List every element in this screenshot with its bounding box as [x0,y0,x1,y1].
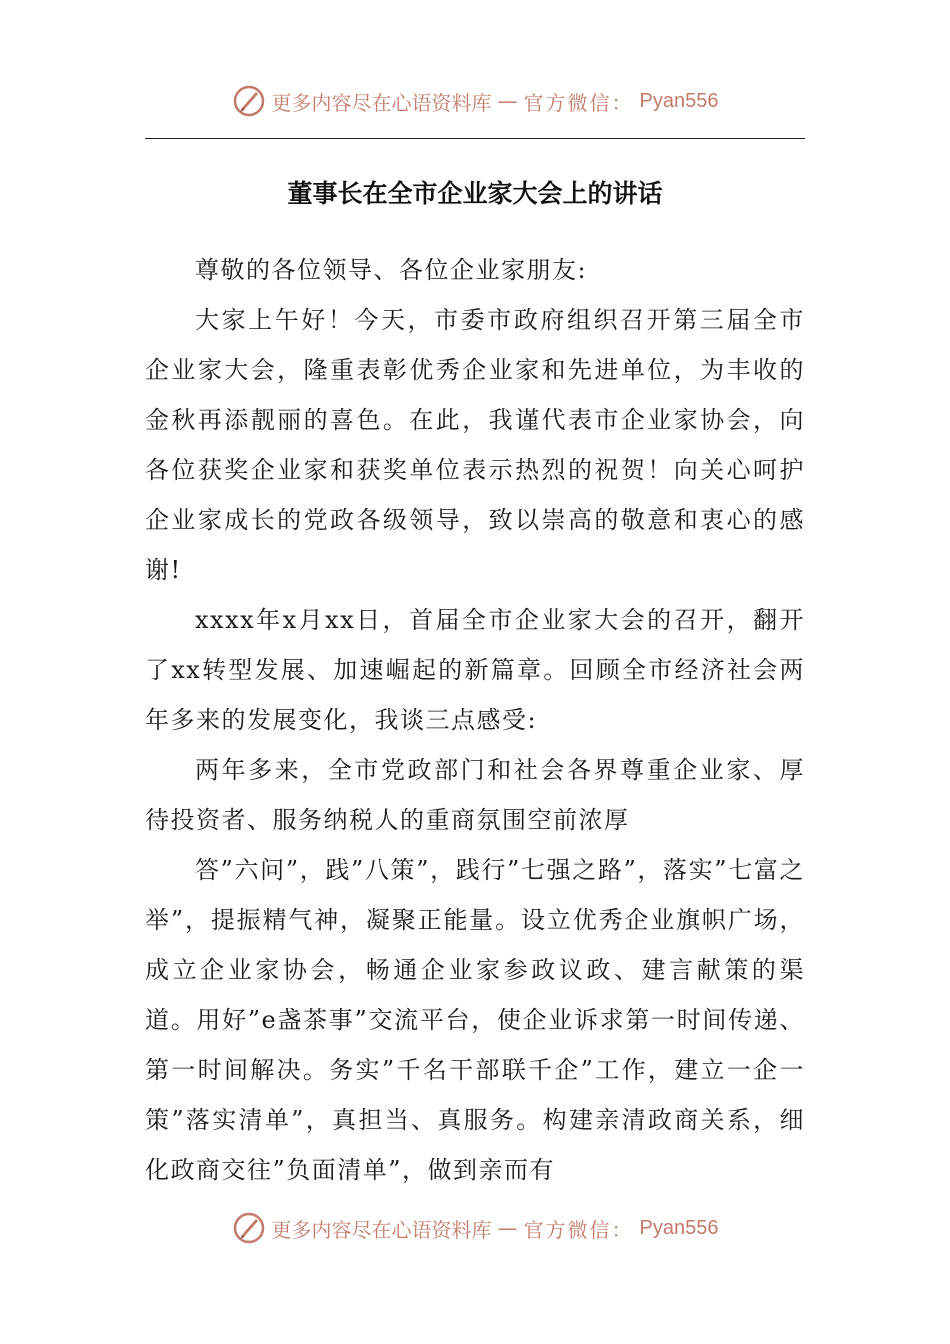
salutation-paragraph: 尊敬的各位领导、各位企业家朋友: [195,256,588,284]
quill-pen-logo-icon [232,84,266,118]
watermark-wechat-id: Pyan556 [639,1216,719,1239]
watermark-banner-top [0,84,950,118]
document-body [145,245,805,1195]
watermark-dash: — [497,1216,518,1240]
document-title: 董事长在全市企业家大会上的讲话 [287,179,663,208]
body-paragraph: xxxx年x月xx日，首届全市企业家大会的召开，翻开了xx转型发展、加速崛起的新篇章。回顾全市经济社会两年多来的发展变化，我谈三点感受: [145,606,805,734]
watermark-main-text: 更多内容尽在心语资料库 [271,90,492,115]
watermark-dash: — [497,89,518,113]
watermark-sub-text: 官方微信： [523,90,634,115]
watermark-sub-text: 官方微信： [523,1217,634,1242]
body-paragraph: 答”六问”，践”八策”，践行”七强之路”，落实”七富之举”，提振精气神，凝聚正能量。设立优秀企业旗帜广场，成立企业家协会，畅通企业家参政议政、建言献策的渠道。用好”e盏茶事”交流平台，使企业诉求第一时间传递、第一时间解决。务实”千名干部联千企”工作，建立一企一策”落实清单”，真担当、真服务。构建亲清政商关系，细化政商交往”负面清单”，做到亲而有 [145,856,805,1184]
body-paragraph: 大家上午好！今天，市委市政府组织召开第三届全市企业家大会，隆重表彰优秀企业家和先进单位，为丰收的金秋再添靓丽的喜色。在此，我谨代表市企业家协会，向各位获奖企业家和获奖单位表示热烈的祝贺！向关心呵护企业家成长的党政各级领导，致以崇高的敬意和衷心的感谢! [145,306,805,584]
header-divider [145,138,805,139]
watermark-banner-bottom [0,1211,950,1245]
quill-pen-logo-icon [232,1211,266,1245]
watermark-main-text: 更多内容尽在心语资料库 [271,1217,492,1242]
watermark-wechat-id: Pyan556 [639,89,719,112]
body-paragraph: 两年多来，全市党政部门和社会各界尊重企业家、厚待投资者、服务纳税人的重商氛围空前浓厚 [145,756,805,834]
